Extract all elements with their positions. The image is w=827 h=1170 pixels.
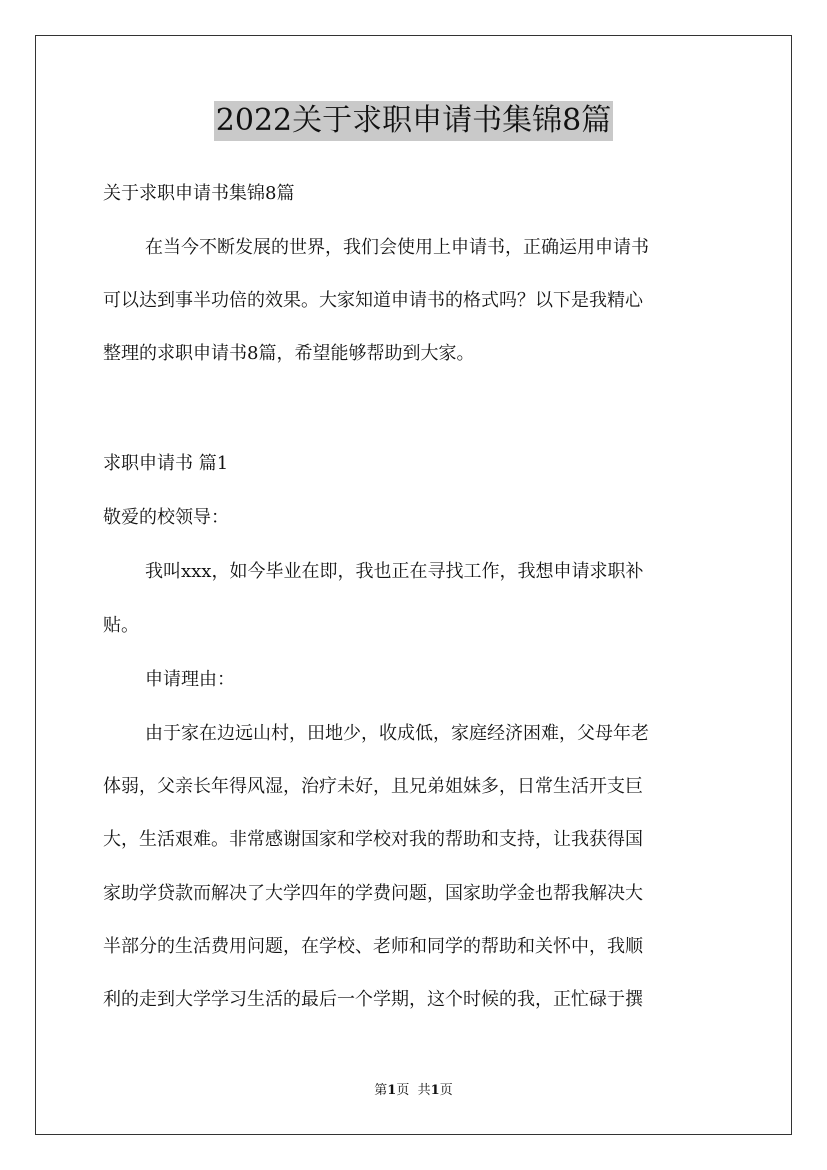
intro-line-3: 整理的求职申请书8篇，希望能够帮助到大家。 [103, 343, 475, 364]
para2-line-1: 由于家在边远山村，田地少，收成低，家庭经济困难，父母年老 [145, 723, 649, 744]
footer-page-number: 1 [387, 1083, 397, 1098]
para2-line-2: 体弱，父亲长年得风湿，治疗未好，且兄弟姐妹多，日常生活开支巨 [103, 776, 643, 797]
page-footer [0, 1082, 827, 1100]
footer-page-prefix: 第 [374, 1083, 388, 1098]
para2-line-6: 利的走到大学学习生活的最后一个学期，这个时候的我，正忙碌于撰 [103, 989, 643, 1010]
para1-line-2: 贴。 [103, 615, 139, 636]
para1-line-1: 我叫xxx，如今毕业在即，我也正在寻找工作，我想申请求职补 [145, 561, 644, 582]
para2-line-3: 大，生活艰难。非常感谢国家和学校对我的帮助和支持，让我获得国 [103, 829, 643, 850]
para2-line-4: 家助学贷款而解决了大学四年的学费问题，国家助学金也帮我解决大 [103, 883, 643, 904]
greeting: 敬爱的校领导： [103, 507, 229, 528]
reason-heading: 申请理由： [145, 669, 235, 690]
footer-page-suffix: 页 [396, 1083, 410, 1098]
footer-total-prefix: 共 [417, 1083, 431, 1098]
footer-total-number: 1 [430, 1083, 440, 1098]
document-title: 2022关于求职申请书集锦8篇 [214, 101, 613, 141]
para2-line-5: 半部分的生活费用问题，在学校、老师和同学的帮助和关怀中，我顺 [103, 936, 643, 957]
document-subtitle: 关于求职申请书集锦8篇 [103, 183, 295, 204]
section-heading: 求职申请书 篇1 [103, 453, 229, 474]
intro-line-2: 可以达到事半功倍的效果。大家知道申请书的格式吗？以下是我精心 [103, 290, 643, 311]
intro-line-1: 在当今不断发展的世界，我们会使用上申请书，正确运用申请书 [145, 237, 649, 258]
title-container [0, 101, 827, 141]
footer-total-suffix: 页 [439, 1083, 453, 1098]
